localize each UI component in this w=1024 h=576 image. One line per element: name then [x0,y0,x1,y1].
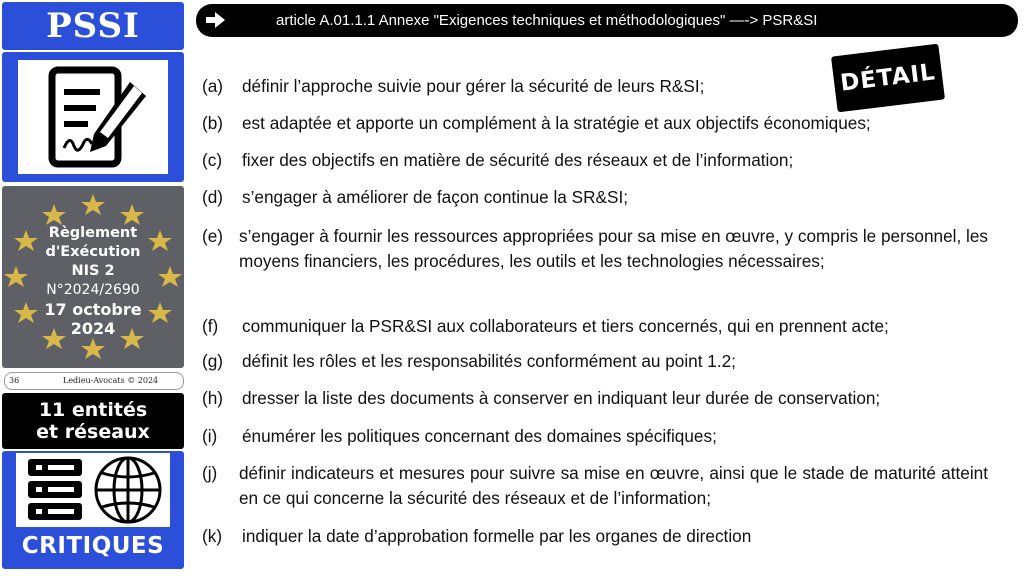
list-item [202,74,988,99]
sidebar [0,0,188,576]
list-item [202,111,988,136]
arrow-right-icon [204,11,226,29]
list-item [202,524,988,549]
list-item [202,185,988,210]
header-bar [196,4,1018,37]
critiques-label: CRITIQUES [21,533,165,559]
regulation-year: 2024 [70,319,116,338]
list-item [202,224,988,274]
list-item [202,386,988,411]
document-signature-icon [18,60,168,174]
item-label: (a) [202,76,224,96]
list-item [202,349,988,374]
header-title: article A.01.1.1 Annexe "Exigences techniques et méthodologiques" —-> PSR&SI [276,12,818,29]
entities-line-1: 11 entités [38,399,148,421]
document-panel [2,52,184,182]
item-text: définir indicateurs et mesures pour suivre sa mise en œuvre, ainsi que le stade de maturité atteint en ce qui concerne la sécurité des réseaux et de l’information; [239,463,988,508]
list-item [202,148,988,173]
item-label: (d) [202,187,224,207]
item-label: (h) [202,388,224,408]
entities-label [2,393,184,449]
detail-badge: DÉTAIL [831,44,945,113]
network-panel [2,451,184,569]
regulation-date: 17 octobre [44,300,142,319]
copyright-bar [4,372,184,390]
item-text: est adaptée et apporte un complément à la stratégie et aux objectifs économiques; [242,113,871,133]
item-label: (i) [202,426,218,446]
item-label: (k) [202,526,223,546]
item-text: indiquer la date d’approbation formelle par les organes de direction [242,526,752,546]
item-text: énumérer les politiques concernant des domaines spécifiques; [242,426,717,446]
regulation-line-2: d'Exécution [45,244,141,260]
list-item [202,314,988,339]
list-item [202,461,988,511]
item-text: définit les rôles et les responsabilités conformément au point 1.2; [242,351,736,371]
item-label: (c) [202,150,223,170]
eu-regulation-panel [2,186,184,368]
item-label: (b) [202,113,224,133]
item-text: s’engager à améliorer de façon continue la SR&SI; [242,187,628,207]
regulation-line-3: NIS 2 [71,263,115,279]
item-label: (e) [202,226,224,246]
item-text: fixer des objectifs en matière de sécurité des réseaux et de l’information; [242,150,794,170]
regulation-text [2,224,184,338]
page-number: 36 [9,376,20,385]
server-globe-icon [16,453,170,527]
regulation-line-1: Règlement [48,225,138,241]
item-text: communiquer la PSR&SI aux collaborateurs et tiers concernés, qui en prennent acte; [242,316,889,336]
item-label: (g) [202,351,224,371]
item-label: (f) [202,316,219,336]
list-item [202,424,988,449]
copyright-text: Ledieu-Avocats © 2024 [63,376,159,385]
item-text: définir l’approche suivie pour gérer la sécurité de leurs R&SI; [242,76,705,96]
pssi-title: PSSI [2,2,184,50]
entities-line-2: et réseaux [36,421,150,443]
regulation-number: N°2024/2690 [46,282,140,298]
item-text: s’engager à fournir les ressources appropriées pour sa mise en œuvre, y compris le personnel, les moyens financiers, les procédures, les outils et les technologies nécessaires; [239,226,988,271]
item-label: (j) [202,463,218,483]
item-text: dresser la liste des documents à conserver en indiquant leur durée de conservation; [242,388,881,408]
